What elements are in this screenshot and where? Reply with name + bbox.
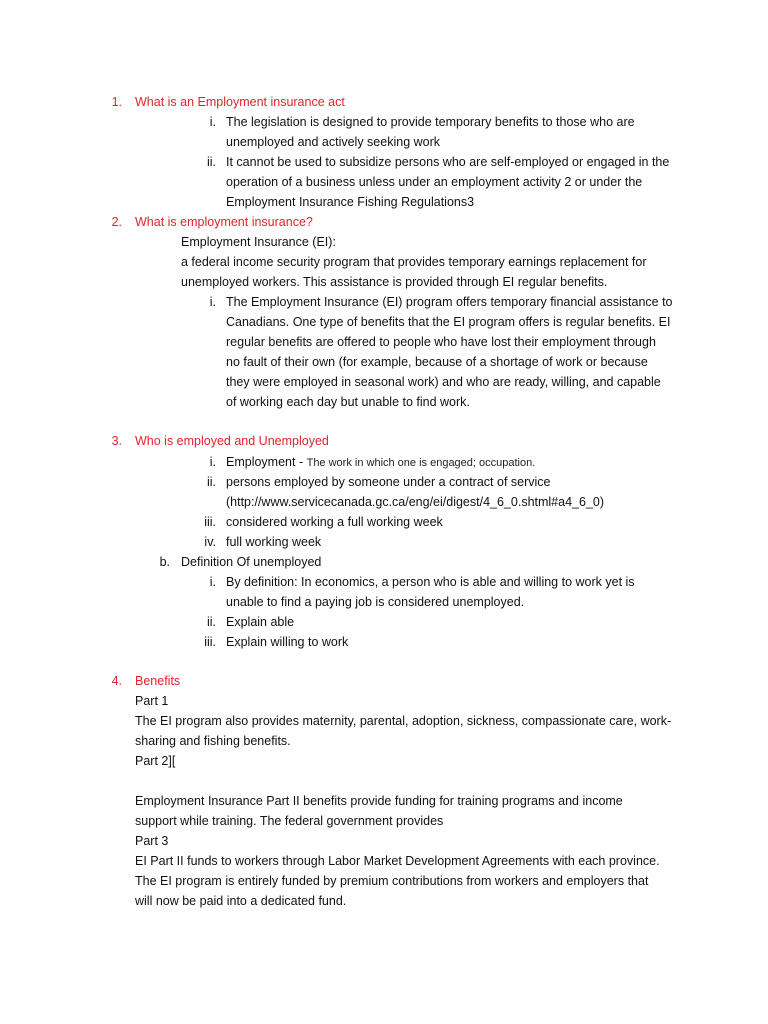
list-marker: iv. — [204, 535, 216, 549]
text-line: By definition: In economics, a person who is able and willing to work yet is — [226, 575, 635, 589]
list-marker: ii. — [206, 155, 216, 169]
text-line: The EI program also provides maternity, parental, adoption, sickness, compassionate care, work- — [135, 714, 672, 728]
text-line: regular benefits are offered to people who have lost their employment through — [226, 335, 656, 349]
text-line: no fault of their own (for example, because of a shortage of work or because — [226, 355, 648, 369]
list-marker: b. — [159, 555, 170, 569]
section2-number: 2. — [111, 215, 122, 229]
text-line: they were employed in seasonal work) and who are ready, willing, and capable — [226, 375, 661, 389]
list-marker: iii. — [204, 515, 216, 529]
employment-definition: The work in which one is engaged; occupation. — [306, 457, 536, 469]
list-marker: i. — [209, 295, 216, 309]
text-line: persons employed by someone under a contract of service — [226, 475, 551, 489]
text-line: EI Part II funds to workers through Labor Market Development Agreements with each province. — [135, 854, 660, 868]
part-label: Part 1 — [135, 694, 169, 708]
url-text: (http://www.servicecanada.gc.ca/eng/ei/digest/4_6_0.shtml#a4_6_0) — [226, 495, 605, 509]
text-line: The legislation is designed to provide temporary benefits to those who are — [226, 115, 635, 129]
section4-number: 4. — [111, 674, 122, 688]
section4-heading: Benefits — [135, 674, 181, 688]
text-line: support while training. The federal government provides — [135, 814, 444, 828]
text-line: a federal income security program that provides temporary earnings replacement for — [181, 255, 647, 269]
text-line: considered working a full working week — [226, 515, 443, 529]
part-label: Part 2][ — [135, 754, 176, 768]
text-line: unable to find a paying job is considered unemployed. — [226, 595, 525, 609]
text-line: Canadians. One type of benefits that the EI program offers is regular benefits. EI — [226, 315, 671, 329]
text-line: unemployed and actively seeking work — [226, 135, 441, 149]
section1-heading: What is an Employment insurance act — [135, 95, 345, 109]
text-line: Definition Of unemployed — [181, 555, 322, 569]
text-line: Employment Insurance (EI): — [181, 235, 336, 249]
section3-heading: Who is employed and Unemployed — [135, 434, 329, 448]
employment-term: Employment - — [226, 455, 304, 469]
text-line: will now be paid into a dedicated fund. — [135, 894, 347, 908]
list-marker: i. — [209, 455, 216, 469]
section1-number: 1. — [111, 95, 122, 109]
list-marker: ii. — [206, 615, 216, 629]
part-label: Part 3 — [135, 834, 169, 848]
text-line: Employment Insurance Fishing Regulations3 — [226, 195, 475, 209]
list-marker: iii. — [204, 635, 216, 649]
text-line — [226, 452, 535, 473]
text-line: operation of a business unless under an employment activity 2 or under the — [226, 175, 643, 189]
text-line: Explain willing to work — [226, 635, 349, 649]
text-line: full working week — [226, 535, 322, 549]
text-line: The Employment Insurance (EI) program offers temporary financial assistance to — [226, 295, 673, 309]
list-marker: ii. — [206, 475, 216, 489]
list-marker: i. — [209, 575, 216, 589]
text-line: Employment Insurance Part II benefits provide funding for training programs and income — [135, 794, 623, 808]
section2-heading: What is employment insurance? — [135, 215, 313, 229]
section3-number: 3. — [111, 434, 122, 448]
text-line: of working each day but unable to find work. — [226, 395, 470, 409]
text-line: It cannot be used to subsidize persons who are self-employed or engaged in the — [226, 155, 670, 169]
text-line: Explain able — [226, 615, 295, 629]
text-line: sharing and fishing benefits. — [135, 734, 291, 748]
list-marker: i. — [209, 115, 216, 129]
text-line: unemployed workers. This assistance is provided through EI regular benefits. — [181, 275, 608, 289]
text-line: The EI program is entirely funded by premium contributions from workers and employers that — [135, 874, 649, 888]
